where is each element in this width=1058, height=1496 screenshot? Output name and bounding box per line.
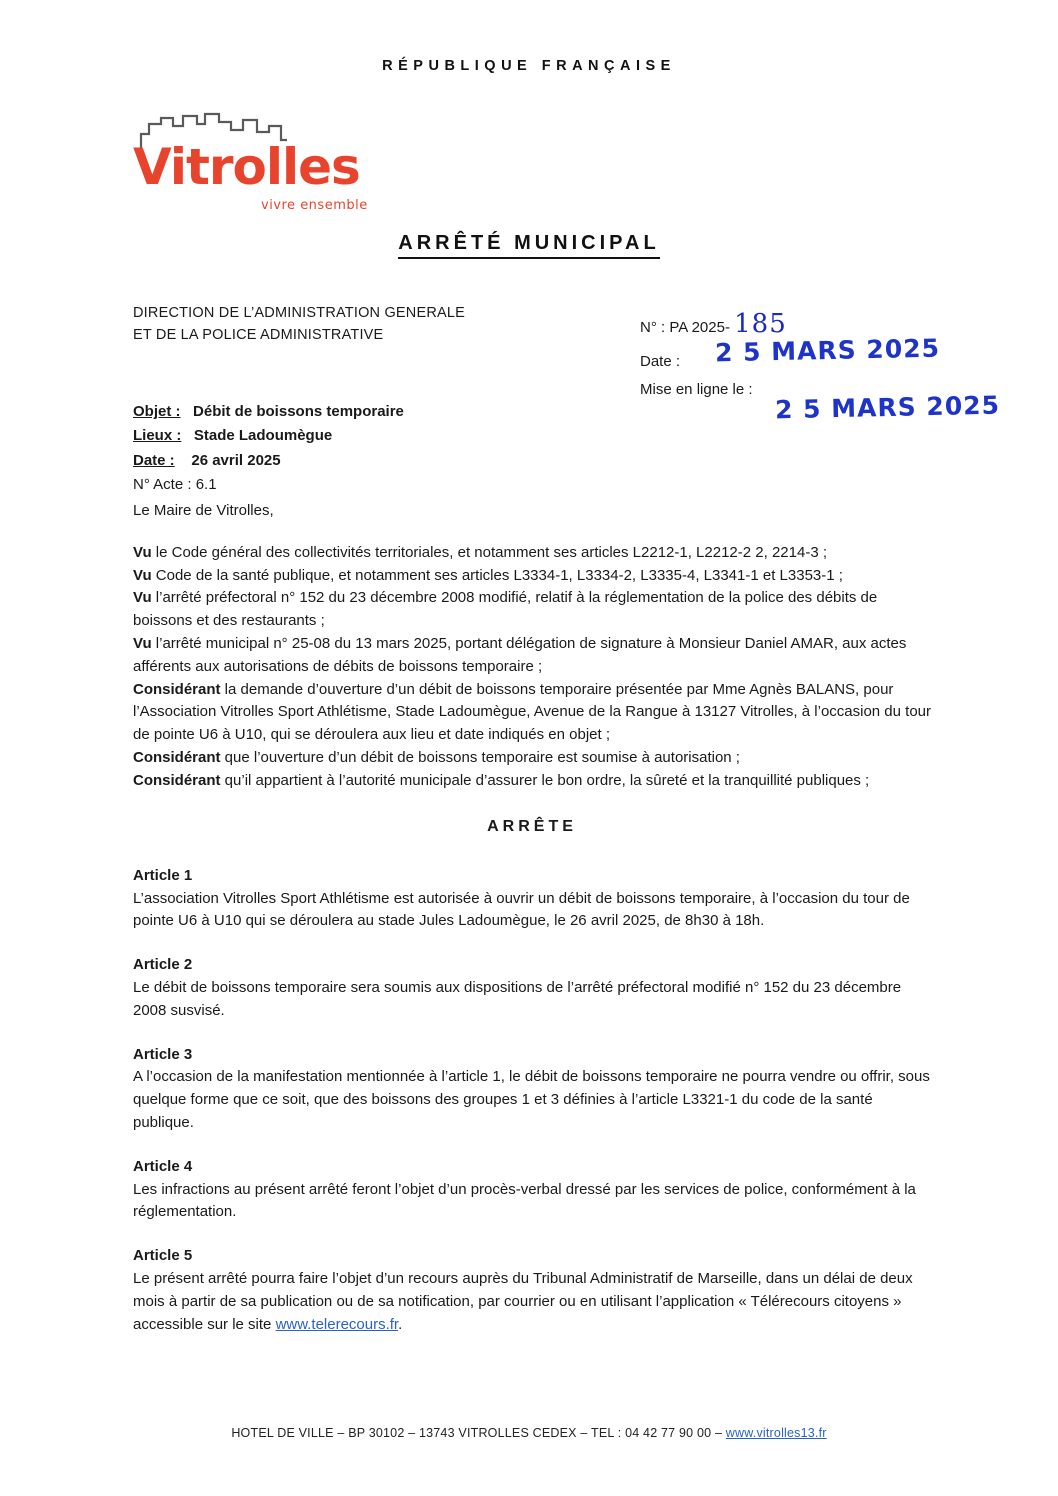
article-5-title: Article 5 [133, 1247, 193, 1265]
article-3-title: Article 3 [133, 1045, 193, 1063]
page-title: ARRÊTÉ MUNICIPAL [0, 232, 1058, 255]
republique-francaise-heading: RÉPUBLIQUE FRANÇAISE [382, 58, 676, 74]
vu-lead-2: Vu [133, 566, 152, 584]
objet-value: Débit de boissons temporaire [193, 403, 404, 420]
mise-en-ligne-stamp: 2 5 MARS 2025 [774, 390, 1001, 425]
lieux-label: Lieux : [133, 427, 182, 445]
considerant-lead-1: Considérant [133, 680, 221, 698]
article-2-title: Article 2 [133, 956, 193, 974]
date-stamp: 2 5 MARS 2025 [714, 333, 941, 368]
city-website-link[interactable]: www.vitrolles13.fr [725, 1426, 827, 1440]
acte-value: 6.1 [195, 475, 217, 493]
article-5-text-after-link: . [398, 1315, 403, 1333]
acte-label: N° Acte : [133, 475, 192, 493]
article-2-text: Le débit de boissons temporaire sera soumis aux dispositions de l’arrêté préfectoral modifié n° 152 du 23 décembre 2008 susvisé. [133, 979, 902, 1019]
vu-lead-4: Vu [133, 634, 152, 652]
arrete-heading: ARRÊTE [487, 817, 577, 835]
considerant-text-2: que l’ouverture d’un débit de boissons temporaire est soumise à autorisation ; [220, 748, 740, 766]
article-5-text [133, 1268, 931, 1336]
article-1-text: L’association Vitrolles Sport Athlétisme est autorisée à ouvrir un débit de boissons temporaire, à l’occasion du tour de pointe U6 à U10 qui se déroulera au stade Jules Ladoumègue, le 26 avril 2025, de 8h30 à 18h. [133, 889, 910, 930]
vu-clause-2 [133, 565, 931, 588]
considerant-clause-1 [133, 679, 931, 747]
objet-row [133, 400, 404, 424]
telerecours-link[interactable]: www.telerecours.fr [275, 1315, 399, 1333]
vu-clause-3 [133, 587, 931, 633]
vitrolles-logo [133, 110, 403, 220]
vu-lead-3: Vu [133, 589, 152, 607]
vu-lead-1: Vu [133, 543, 152, 561]
vu-clause-1 [133, 542, 931, 565]
subject-date-row [133, 449, 404, 473]
subject-block [133, 400, 404, 497]
vu-text-1: le Code général des collectivités territoriales, et notamment ses articles L2212-1, L2212-2 2, 2214-3 ; [151, 543, 827, 561]
acte-row [133, 473, 404, 497]
article-1-title: Article 1 [133, 866, 193, 884]
considerant-clause-3 [133, 770, 931, 793]
article-4-title: Article 4 [133, 1157, 193, 1175]
considerant-lead-2: Considérant [133, 748, 221, 766]
document-body [133, 500, 931, 1336]
department-line-2: ET DE LA POLICE ADMINISTRATIVE [133, 326, 384, 343]
considerant-text-1: la demande d’ouverture d’un débit de boissons temporaire présentée par Mme Agnès BALANS, pour l’Association Vitrolles Sport Athlétisme, Stade Ladoumègue, Avenue de la Rangue à 13127 Vitrolles, à l’occasion du tour de pointe U6 à U10, qui se déroulera aux lieu et date indiqués en objet ; [133, 680, 932, 744]
article-4-text: Les infractions au présent arrêté feront l’objet d’un procès-verbal dressé par les services de police, conformément à la réglementation. [133, 1180, 916, 1221]
logo-wordmark: Vitrolles [133, 138, 360, 196]
department-line-1: DIRECTION DE L’ADMINISTRATION GENERALE [133, 305, 466, 321]
issuing-department [133, 303, 465, 347]
vu-text-4: l’arrêté municipal n° 25-08 du 13 mars 2025, portant délégation de signature à Monsieur Daniel AMAR, aux actes afférents aux autorisations de débits de boissons temporaire ; [133, 634, 907, 675]
objet-label: Objet : [133, 403, 181, 420]
date-label: Date : [640, 353, 681, 371]
lieux-value: Stade Ladoumègue [193, 427, 333, 445]
considerant-lead-3: Considérant [133, 771, 221, 789]
mise-en-ligne-label: Mise en ligne le : [640, 380, 753, 398]
subject-date-label: Date : [133, 451, 175, 469]
arrete-number-value: 185 [734, 309, 787, 339]
article-5-text-before-link: Le présent arrêté pourra faire l’objet d’un recours auprès du Tribunal Administratif de Marseille, dans un délai de deux mois à partir de sa publication ou de sa notification, par courrier ou en utilisant l’application « Télérecours citoyens » accessible sur le site [133, 1270, 913, 1333]
page-footer [0, 1426, 1058, 1440]
vu-text-2: Code de la santé publique, et notamment ses articles L3334-1, L3334-2, L3335-4, L3341-1 et L3353-1 ; [151, 566, 843, 584]
article-3-text: A l’occasion de la manifestation mentionnée à l’article 1, le débit de boissons temporaire ne pourra vendre ou offrir, sous quelque forme que ce soit, que des boissons des groupes 1 et 3 définies à l’article L3321-1 du code de la santé publique. [133, 1068, 930, 1132]
vu-text-3: l’arrêté préfectoral n° 152 du 23 décembre 2008 modifié, relatif à la réglementation de la police des débits de boissons et des restaurants ; [133, 589, 878, 630]
mise-en-ligne-row [640, 376, 787, 404]
intro-line: Le Maire de Vitrolles, [133, 502, 274, 519]
footer-text: HOTEL DE VILLE – BP 30102 – 13743 VITROLLES CEDEX – TEL : 04 42 77 90 00 – [231, 1426, 726, 1440]
vu-clause-4 [133, 633, 931, 679]
lieux-row [133, 424, 404, 448]
considerant-text-3: qu’il appartient à l’autorité municipale d’assurer le bon ordre, la sûreté et la tranquillité publiques ; [220, 771, 870, 789]
arrete-number-label: N° : PA 2025- [640, 319, 730, 336]
subject-date-value: 26 avril 2025 [191, 451, 281, 469]
logo-tagline: vivre ensemble [261, 198, 368, 213]
considerant-clause-2 [133, 747, 931, 770]
